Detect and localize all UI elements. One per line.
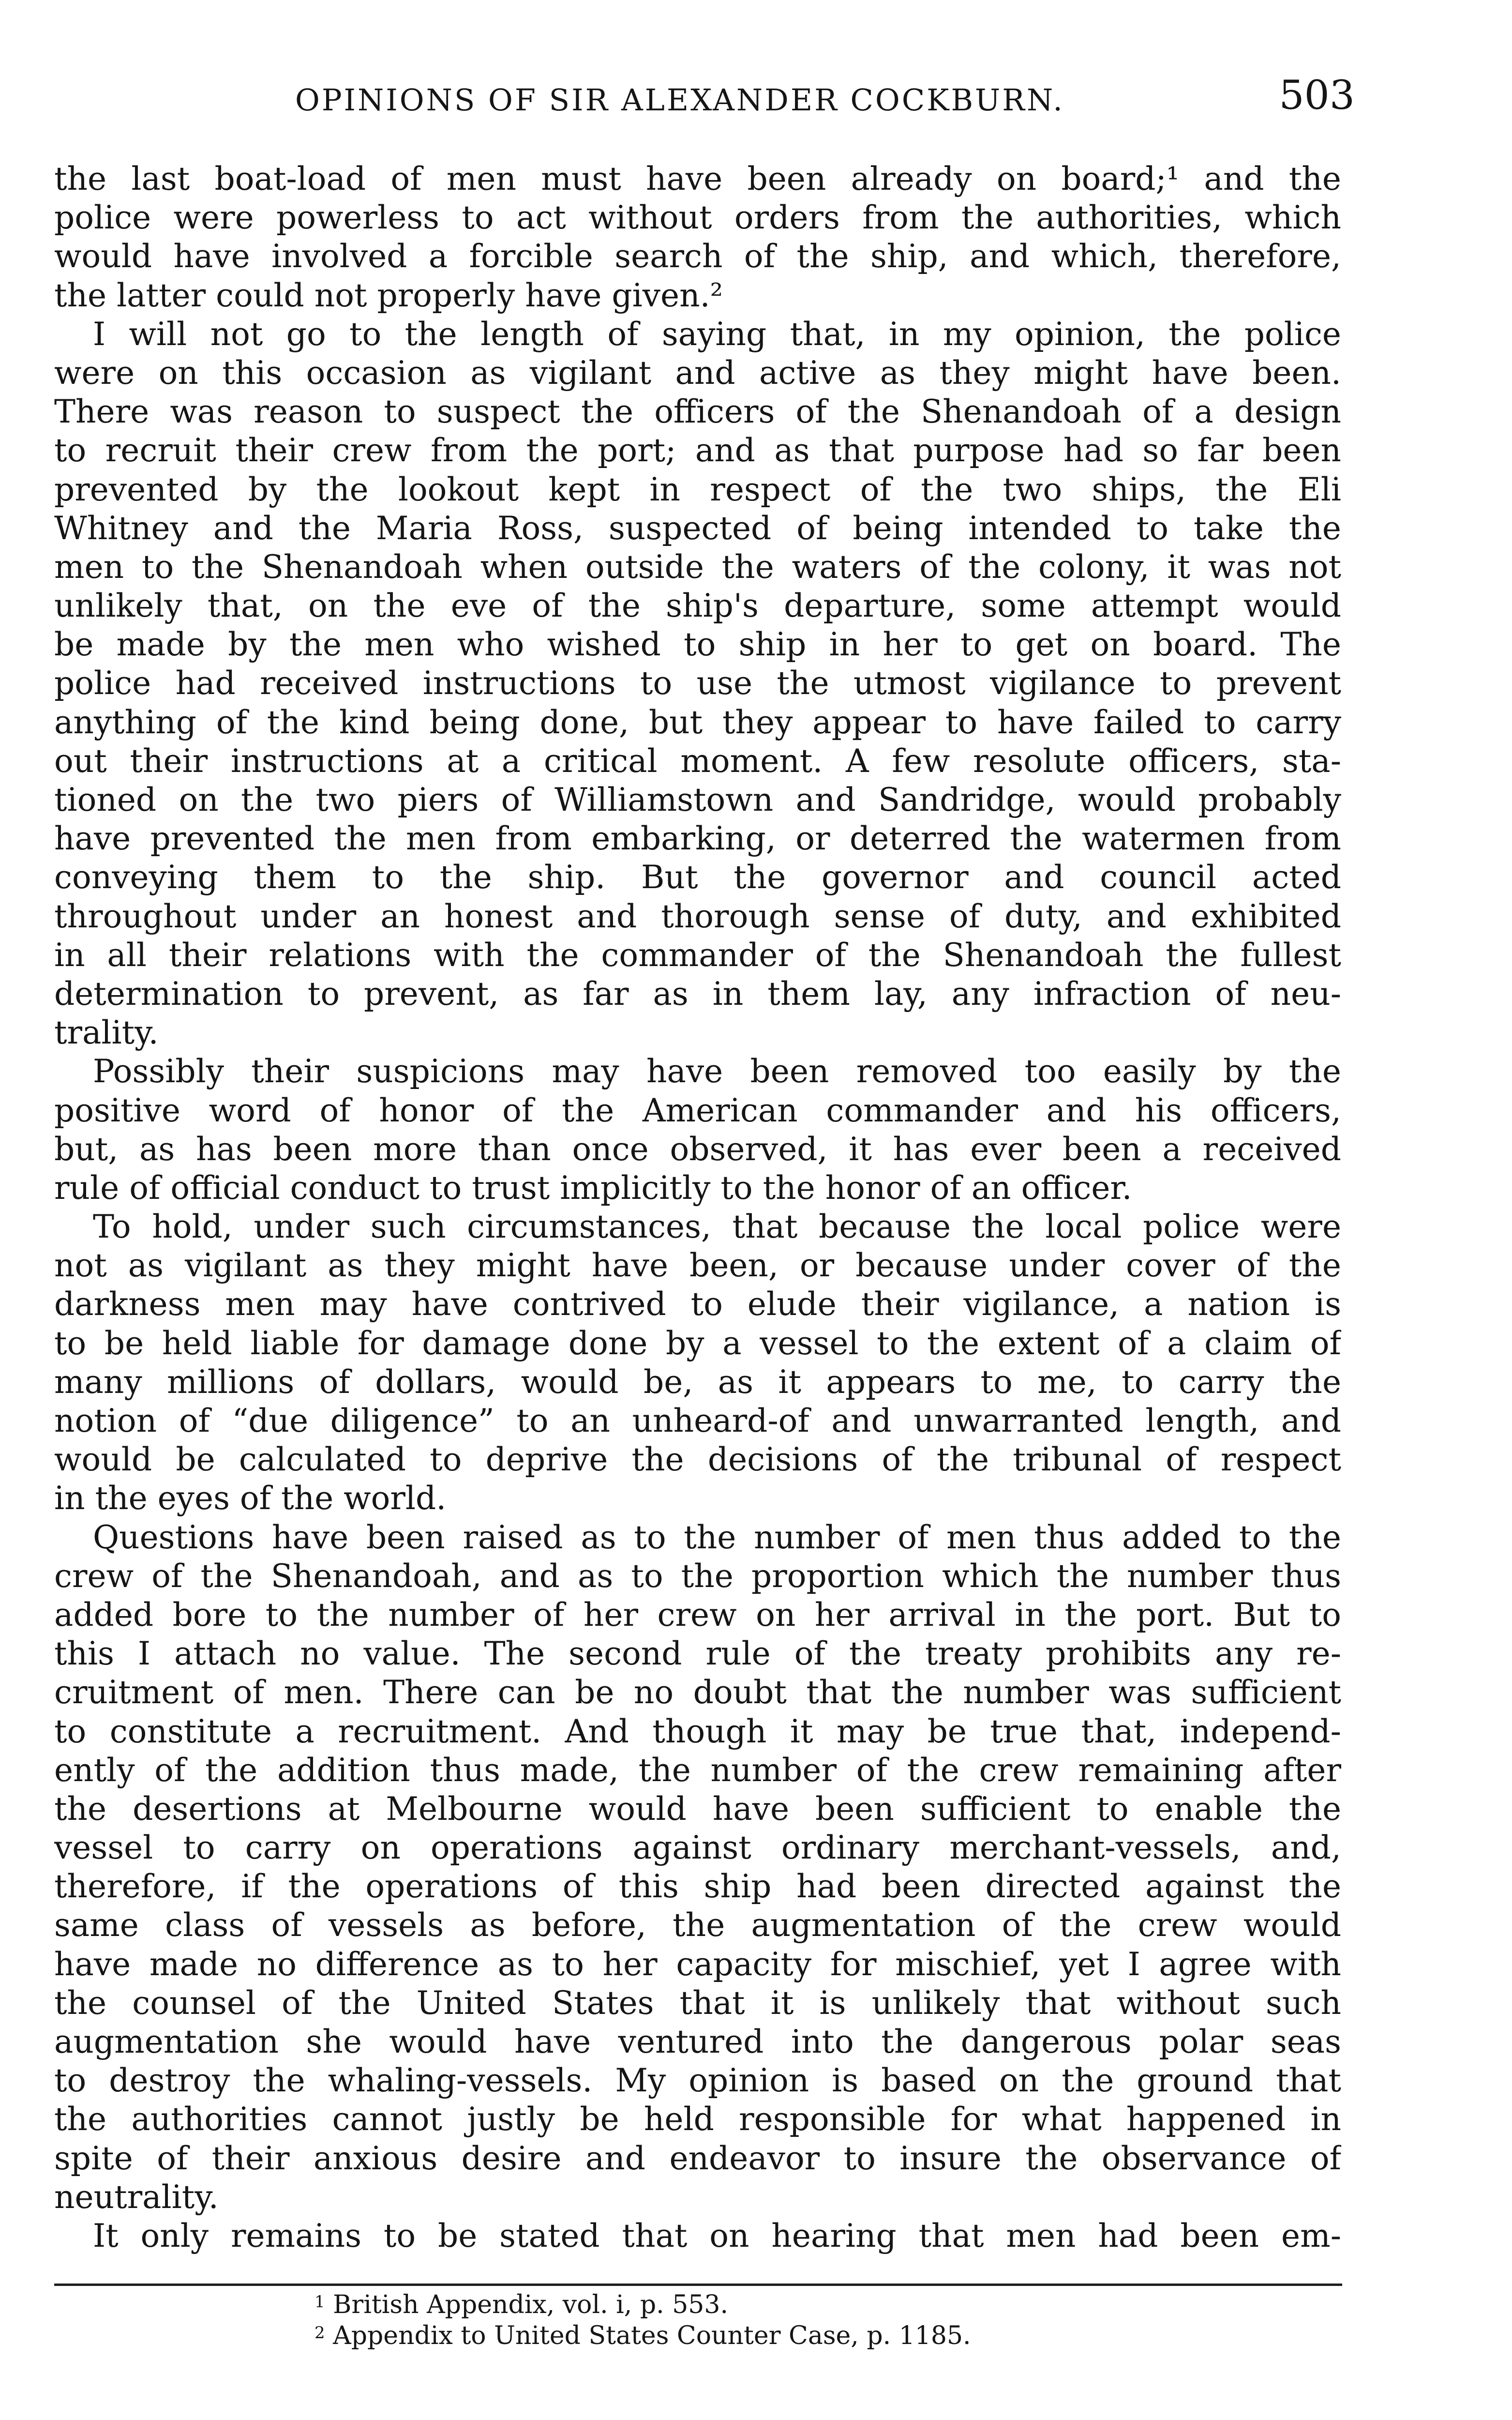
text-line: neutrality. [54,2178,219,2216]
text-line: tioned on the two piers of Williamstown and Sandridge, would probably [54,781,1341,818]
text-line: ently of the addition thus made, the number of the crew remaining after [54,1751,1341,1789]
text-line: but, as has been more than once observed, it has ever been a received [54,1130,1341,1168]
text-line: augmentation she would have ventured into the dangerous polar seas [54,2023,1341,2060]
text-line: this I attach no value. The second rule of the treaty prohibits any re- [54,1635,1341,1673]
running-title: OPINIONS OF SIR ALEXANDER COCKBURN. [295,82,1064,118]
text-line: prevented by the lookout kept in respect of the two ships, the Eli [54,470,1341,508]
text-line: anything of the kind being done, but they appear to have failed to carry [54,703,1341,741]
text-line: determination to prevent, as far as in them lay, any infraction of neu- [54,975,1341,1013]
text-line: to destroy the whaling-vessels. My opinion is based on the ground that [54,2062,1341,2100]
text-line: rule of official conduct to trust implicitly to the honor of an officer. [54,1169,1132,1207]
text-line: crew of the Shenandoah, and as to the proportion which the number thus [54,1557,1341,1595]
text-line: have prevented the men from embarking, or deterred the watermen from [54,820,1341,858]
footnote-marker: 1 [314,2292,325,2312]
footnote [314,2320,1089,2351]
text-line: throughout under an honest and thorough sense of duty, and exhibited [54,897,1341,935]
footnote-divider [54,2284,1342,2286]
page-number: 503 [1279,73,1355,119]
text-line: darkness men may have contrived to elude their vigilance, a nation is [54,1286,1341,1323]
body-text [54,160,1341,2255]
text-line: spite of their anxious desire and endeavor to insure the observance of [54,2139,1341,2177]
text-line: would be calculated to deprive the decisions of the tribunal of respect [54,1441,1341,1479]
text-line: conveying them to the ship. But the governor and council acted [54,859,1341,896]
text-line: the latter could not properly have given.² [54,276,723,314]
footnote-marker: 2 [314,2323,325,2343]
text-line: Questions have been raised as to the number of men thus added to the [93,1518,1341,1556]
text-line: To hold, under such circumstances, that because the local police were [93,1208,1341,1246]
text-line: to constitute a recruitment. And though it may be true that, independ- [54,1712,1341,1750]
text-line: Possibly their suspicions may have been removed too easily by the [93,1053,1341,1090]
text-line: trality. [54,1014,159,1052]
text-line: same class of vessels as before, the augmentation of the crew would [54,1906,1341,1944]
text-line: police had received instructions to use the utmost vigilance to prevent [54,665,1341,702]
text-line: cruitment of men. There can be no doubt that the number was sufficient [54,1674,1341,1711]
text-line: There was reason to suspect the officers of the Shenandoah of a design [54,393,1341,431]
text-line: to be held liable for damage done by a vessel to the extent of a claim of [54,1324,1341,1362]
footnote-text: Appendix to United States Counter Case, p. 1185. [333,2321,971,2350]
text-line: Whitney and the Maria Ross, suspected of being intended to take the [54,509,1341,547]
footnotes [314,2289,1089,2351]
text-line: not as vigilant as they might have been, or because under cover of the [54,1247,1341,1285]
text-line: in the eyes of the world. [54,1480,447,1517]
text-line: unlikely that, on the eve of the ship's departure, some attempt would [54,587,1341,625]
text-line: added bore to the number of her crew on her arrival in the port. But to [54,1596,1341,1634]
text-line: were on this occasion as vigilant and active as they might have been. [54,354,1341,392]
text-line: in all their relations with the commander of the Shenandoah the fullest [54,936,1341,974]
text-line: police were powerless to act without orders from the authorities, which [54,199,1341,237]
footnote [314,2289,1089,2320]
text-line: notion of “due diligence” to an unheard-of and unwarranted length, and [54,1402,1341,1439]
text-line: positive word of honor of the American commander and his officers, [54,1091,1341,1129]
text-line: the counsel of the United States that it is unlikely that without such [54,1984,1341,2022]
running-header [53,73,1355,126]
text-line: I will not go to the length of saying that, in my opinion, the police [93,315,1341,353]
text-line: the authorities cannot justly be held responsible for what happened in [54,2101,1341,2138]
text-line: would have involved a forcible search of the ship, and which, therefore, [54,238,1341,275]
text-line: have made no difference as to her capacity for mischief, yet I agree with [54,1945,1341,1983]
text-line: the last boat-load of men must have been already on board;¹ and the [54,160,1341,197]
text-line: to recruit their crew from the port; and as that purpose had so far been [54,432,1341,469]
text-line: men to the Shenandoah when outside the waters of the colony, it was not [54,548,1341,586]
text-line: out their instructions at a critical moment. A few resolute officers, sta- [54,742,1341,780]
footnote-text: British Appendix, vol. i, p. 553. [333,2290,728,2319]
text-line: be made by the men who wished to ship in her to get on board. The [54,626,1341,664]
text-line: therefore, if the operations of this ship had been directed against the [54,1868,1341,1906]
text-line: many millions of dollars, would be, as it appears to me, to carry the [54,1363,1341,1401]
text-line: the desertions at Melbourne would have been sufficient to enable the [54,1790,1341,1828]
text-line: vessel to carry on operations against ordinary merchant-vessels, and, [54,1829,1341,1867]
text-line: It only remains to be stated that on hearing that men had been em- [93,2217,1341,2254]
